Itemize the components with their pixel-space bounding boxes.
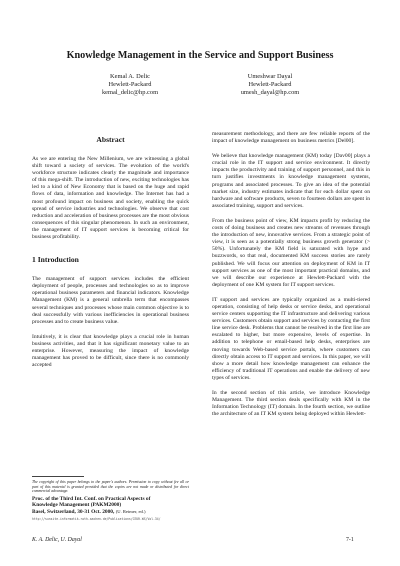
body-paragraph-3: From the business point of view, KM impacts profit by reducing the costs of doing business and creates new streams of revenues through the introduction of new, innovative services. From a strategic point of view, it is seen as a potentially strong business growth generator (> 50%). Unfortunately the KM field is saturated with hype and buzzwords, so that real, documented KM success stories are rarely published. We will focus our attention on deployment of KM in IT support services as one of the most important practical domains, and we will describe our experience at Hewlett-Packard with the deployment of one KM system for IT support services. (212, 217, 370, 288)
body-paragraph-4: IT support and services are typically organized as a multi-tiered operation, consisting of help desks or service desks, and operational service centers supporting the IT infrastructure and delivering various services. Customers obtain support and services by contacting the first line service desk. Problems that cannot be resolved in the first line are escalated to higher, but more expensive, levels of expertise. In addition to telephone or email-based help desks, enterprises are moving towards Web-based service portals, where customers can directly obtain access to IT support and services. In this paper, we will show a more detail how knowledge management can enhance the efficiency of traditional IT operations and enable the delivery of new types of services. (212, 296, 370, 381)
proceedings-editors: (U. Reimer, ed.) (115, 508, 146, 514)
author-email: umesh_dayal@hp.com (240, 89, 300, 96)
copyright-notice: The copyright of this paper belongs to the paper's authors. Permission to copy without fee all or part of this material is granted provided that the copies are not made or distributed for direct commercial advantage. (32, 480, 189, 494)
left-column (32, 135, 189, 377)
footer-authors: K. A. Delic, U. Dayal (32, 537, 82, 543)
author-affiliation: Hewlett-Packard (248, 81, 292, 88)
intro-paragraph-2: Intuitively, it is clear that knowledge plays a crucial role in human business activities, and that it has significant monetary value to an enterprise. However, measuring the impact of knowledge management has proved to be difficult, since there is no commonly accepted (32, 333, 189, 369)
paper-title: Knowledge Management in the Service and Support Business (66, 50, 334, 61)
footnote-divider (32, 476, 84, 477)
intro-paragraph-1: The management of support services includes the efficient deployment of people, processes and technologies so as to improve operational business parameters and financial indicators. Knowledge Management (KM) is a general umbrella term that encompasses several techniques and processes whose main common objective is to deal successfully with various inefficiencies in operational business processes and to create business value. (32, 276, 189, 325)
proceedings-line-1: Proc. of the Third Int. Conf. on Practical Aspects of (32, 495, 151, 502)
author-name: Kemal A. Delic (110, 73, 150, 80)
body-paragraph-2: We believe that knowledge management (KM) today [Dav00] plays a crucial role in the IT support and service environment. It directly impacts the productivity and training of support personnel, and this in turn justifies investments in knowledge management systems, programs and associated processes. To give an idea of the potential market size, industry estimates indicate that for each dollar spent on hardware and software products, seven to fourteen dollars are spent in associated training, support and services. (212, 153, 370, 209)
abstract-text: As we are entering the New Millenium, we are witnessing a global shift toward a society of services. The evolution of the world's workforce structure indicates clearly the magnitude and importance of this mega-shift. The introduction of new, exciting technologies has led to a kind of New Economy that is based on the huge and rapid flows of data, information and knowledge. The Internet has had a most profound impact on business and society, enabling the quick spread of service industries and technologies. We observe that cost reduction and acceleration of business processes are the most obvious consequences of this singular phenomenon. In such an environment, the management of IT support services is becoming critical for business profitability. (32, 156, 189, 241)
author-affiliation: Hewlett-Packard (108, 81, 152, 88)
body-paragraph-5: In the second section of this article, we introduce Knowledge Management. The third section deals specifically with KM in the Information Technology (IT) domain. In the fourth section, we outline the architecture of an IT KM system being deployed within Hewlett- (212, 390, 370, 418)
abstract-heading: Abstract (96, 135, 125, 144)
proceedings-line-2: Knowledge Management (PAKM2000) (32, 502, 122, 509)
body-paragraph-1: measurement methodology, and there are few reliable reports of the impact of knowledge management on business metrics [Del00]. (212, 131, 370, 145)
footer-page-number: 7-1 (346, 537, 354, 543)
author-email: kemal_delic@hp.com (101, 89, 159, 96)
author-name: Umeshwar Dayal (247, 73, 293, 80)
proceedings-url: http://sunsite.informatik.rwth-aachen.de/Publications/CEUR-WS/Vol-34/ (32, 516, 161, 521)
proceedings-line-3: Basel, Switzerland, 30-31 Oct. 2000, (32, 508, 115, 515)
footnote (32, 480, 189, 521)
introduction-heading: 1 Introduction (32, 255, 79, 265)
author-block-2 (205, 73, 335, 97)
author-block-1 (65, 73, 195, 97)
right-column (212, 131, 370, 426)
